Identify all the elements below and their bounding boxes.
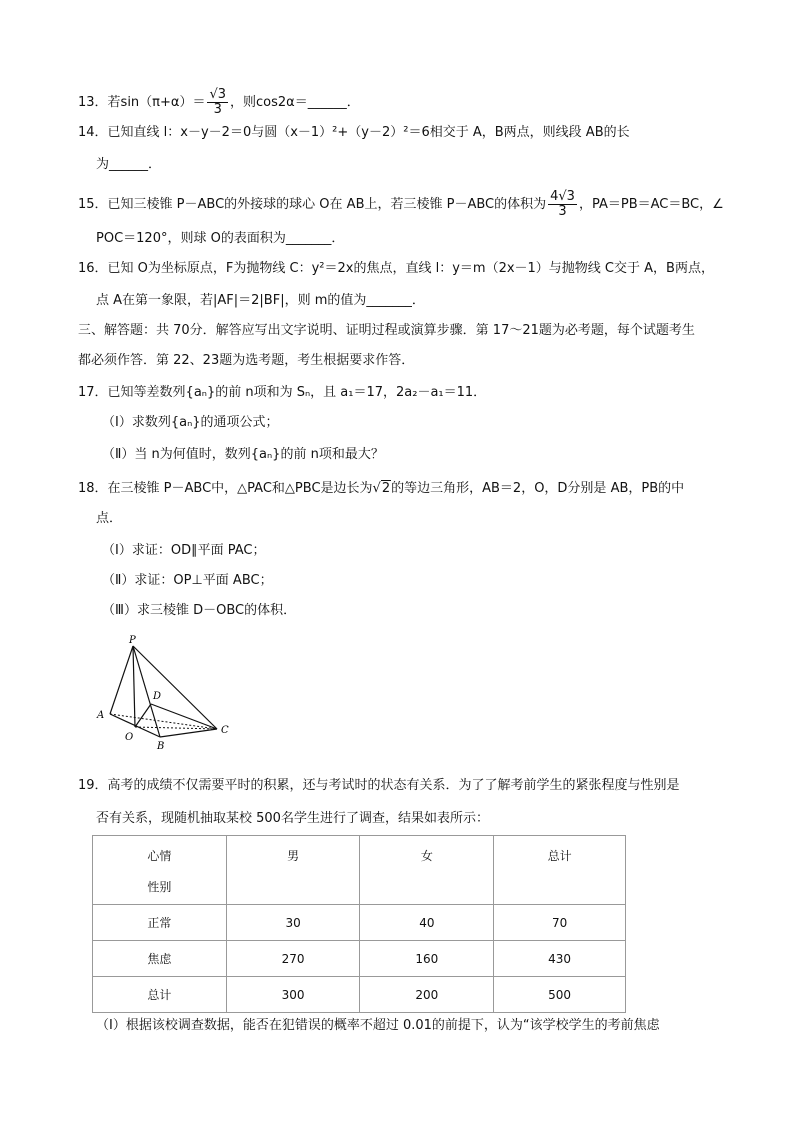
label-o: O (125, 732, 134, 743)
column-header-label: 女 (420, 849, 433, 863)
q18-part1: （Ⅰ）求证：OD∥平面 PAC； (102, 543, 266, 558)
q18-text-pre: 18．在三棱锥 P－ABC中，△PAC和△PBC是边长为 (78, 481, 373, 496)
edge-po (133, 646, 135, 727)
label-c: C (221, 725, 229, 736)
question-13 (78, 88, 360, 117)
table-corner-header (93, 836, 227, 905)
header-gender: 性别 (147, 880, 172, 894)
table-cell: 500 (494, 977, 626, 1013)
q17-part1: （Ⅰ）求数列{aₙ}的通项公式； (102, 415, 279, 430)
label-b: B (157, 741, 165, 750)
q13-frac-denominator: 3 (213, 102, 222, 117)
column-header-female (360, 836, 494, 905)
q17-part2: （Ⅱ）当 n为何值时，数列{aₙ}的前 n项和最大？ (102, 447, 384, 462)
q15-text-pre: 15．已知三棱锥 P－ABC的外接球的球心 O在 AB上，若三棱锥 P－ABC的体积为 (78, 197, 547, 212)
q14-line2: 为______． (96, 157, 162, 172)
question-18 (78, 480, 684, 498)
column-header-total (494, 836, 626, 905)
row-label: 焦虑 (93, 941, 227, 977)
table-cell: 70 (494, 905, 626, 941)
table-cell: 160 (360, 941, 494, 977)
q13-frac-numerator: √3 (209, 87, 227, 102)
table-row (93, 905, 626, 941)
column-header-label: 总计 (547, 849, 572, 863)
q18-text-post: 的等边三角形，AB＝2，O，D分别是 AB，PB的中 (391, 481, 685, 496)
q13-text-pre: 13．若sin（π+α）＝ (78, 95, 206, 110)
pyramid-figure (94, 632, 244, 750)
q19-part1: （Ⅰ）根据该校调查数据，能否在犯错误的概率不超过 0.01的前提下，认为“该学校学生的考前焦虑 (96, 1018, 660, 1033)
question-15 (78, 190, 724, 219)
edge-dc (151, 704, 217, 729)
label-a: A (97, 710, 105, 721)
q18-sqrt-value: 2 (381, 481, 391, 496)
q17-stem: 17．已知等差数列{aₙ}的前 n项和为 Sₙ，且 a₁＝17，2a₂－a₁＝11． (78, 385, 487, 400)
row-label: 正常 (93, 905, 227, 941)
table-cell: 270 (226, 941, 360, 977)
q16-line2: 点 A在第一象限，若|AF|＝2|BF|，则 m的值为_______． (96, 293, 425, 308)
table-cell: 40 (360, 905, 494, 941)
q13-text-post: ，则cos2α＝______． (230, 95, 360, 110)
q18-line2: 点． (96, 511, 123, 526)
q18-part2: （Ⅱ）求证：OP⊥平面 ABC； (102, 573, 273, 588)
q15-text-post: ，PA＝PB＝AC＝BC，∠ (578, 197, 724, 212)
edge-pa (110, 646, 133, 714)
q15-fraction (548, 190, 577, 219)
edge-oc-hidden (135, 727, 217, 729)
column-header-male (226, 836, 360, 905)
q19-line1: 19．高考的成绩不仅需要平时的积累，还与考试时的状态有关系．为了了解考前学生的紧张程度与性别是 (78, 778, 680, 793)
q15-line2: POC＝120°，则球 O的表面积为_______． (96, 231, 345, 246)
label-p: P (129, 635, 136, 646)
q15-frac-denominator: 3 (558, 204, 567, 219)
q18-part3: （Ⅲ）求三棱锥 D－OBC的体积． (102, 603, 297, 618)
column-header-label: 男 (287, 849, 300, 863)
table-header-row (93, 836, 626, 905)
edge-od (135, 704, 151, 727)
table-cell: 30 (226, 905, 360, 941)
q13-fraction (207, 88, 228, 117)
table-cell: 300 (226, 977, 360, 1013)
q15-frac-numerator: 4√3 (550, 189, 575, 204)
label-d: D (153, 691, 162, 702)
edge-bc (160, 729, 217, 737)
section3-line1: 三、解答题：共 70分．解答应写出文字说明、证明过程或演算步骤．第 17～21题为必考题，每个试题考生 (78, 323, 695, 338)
section3-line2: 都必须作答．第 22、23题为选考题，考生根据要求作答． (78, 353, 415, 368)
header-mood: 心情 (147, 849, 172, 863)
table-row (93, 977, 626, 1013)
table-cell: 430 (494, 941, 626, 977)
q19-line2: 否有关系，现随机抽取某校 500名学生进行了调查，结果如表所示： (96, 811, 489, 826)
q16-line1: 16．已知 O为坐标原点，F为抛物线 C：y²＝2x的焦点，直线 l：y＝m（2x－1）与抛物线 C交于 A，B两点， (78, 261, 714, 276)
table-row (93, 941, 626, 977)
row-label: 总计 (93, 977, 227, 1013)
table-cell: 200 (360, 977, 494, 1013)
sqrt-icon: √ (372, 481, 381, 496)
q14-line1: 14．已知直线 l：x－y－2＝0与圆（x－1）²+（y－2）²＝6相交于 A，B两点，则线段 AB的长 (78, 125, 630, 140)
survey-table (92, 835, 626, 1013)
